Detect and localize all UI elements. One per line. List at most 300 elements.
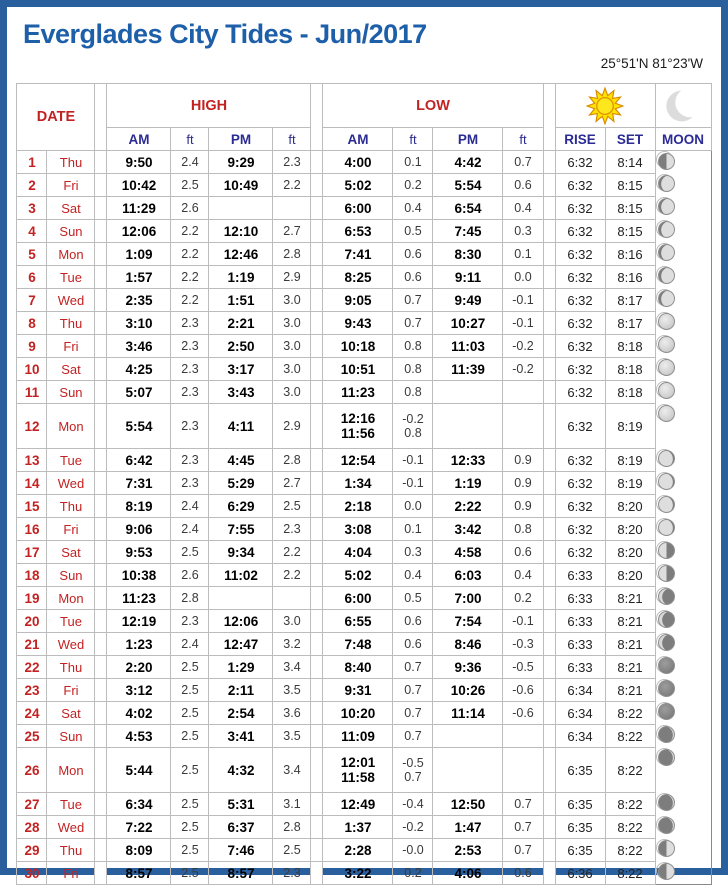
cell-sun-time: 6:35: [555, 816, 605, 839]
spacer: [543, 335, 555, 358]
cell-moon: [656, 862, 673, 879]
cell-tide-time: 9:29: [209, 151, 273, 174]
cell-tide-height: -0.3: [503, 633, 543, 656]
cell-sun-time: 6:32: [555, 358, 605, 381]
cell-sun-time: 8:21: [605, 587, 655, 610]
spacer: [543, 702, 555, 725]
spacer: [311, 839, 323, 862]
spacer: [95, 449, 107, 472]
spacer: [311, 495, 323, 518]
cell-tide-time: 6:03: [433, 564, 503, 587]
cell-sun-time: 8:17: [605, 312, 655, 335]
cell-tide-height: 2.5: [171, 793, 209, 816]
cell-sun-time: 6:33: [555, 656, 605, 679]
cell-tide-time: 1:19: [433, 472, 503, 495]
spacer: [95, 495, 107, 518]
cell-tide-height: -0.2: [503, 358, 543, 381]
cell-tide-time: 9:05: [323, 289, 393, 312]
spacer: [311, 381, 323, 404]
cell-day-number: 23: [17, 679, 47, 702]
cell-tide-time: 5:44: [107, 748, 171, 793]
table-row: [17, 289, 711, 312]
cell-day-name: Sat: [47, 541, 95, 564]
cell-tide-height: 0.2: [503, 587, 543, 610]
cell-tide-time: 6:34: [107, 793, 171, 816]
cell-tide-height: 3.0: [273, 358, 311, 381]
spacer: [311, 725, 323, 748]
table-row: [17, 381, 711, 404]
cell-tide-time: 3:17: [209, 358, 273, 381]
spacer: [95, 862, 107, 885]
cell-sun-time: 6:36: [555, 862, 605, 885]
table-row: [17, 862, 711, 885]
cell-tide-time: 2:50: [209, 335, 273, 358]
spacer: [95, 289, 107, 312]
full-moon-icon: [658, 359, 675, 376]
cell-tide-height: [503, 404, 543, 449]
cell-tide-time: 9:53: [107, 541, 171, 564]
cell-sun-time: 6:33: [555, 564, 605, 587]
cell-tide-time: 9:50: [107, 151, 171, 174]
cell-tide-height: -0.1: [503, 289, 543, 312]
table-row: [17, 725, 711, 748]
cell-moon: [656, 816, 673, 833]
cell-tide-height: 2.5: [171, 541, 209, 564]
cell-sun-time: 6:32: [555, 541, 605, 564]
spacer: [543, 587, 555, 610]
cell-tide-time: 12:50: [433, 793, 503, 816]
cell-tide-height: 3.4: [273, 656, 311, 679]
cell-moon: [656, 220, 673, 237]
cell-tide-height: 2.6: [171, 197, 209, 220]
cell-moon: [656, 197, 673, 214]
spacer: [95, 335, 107, 358]
cell-tide-time: 12:01 11:58: [323, 748, 393, 793]
waning-gibbous-moon-icon: [658, 473, 675, 490]
cell-tide-time: 9:31: [323, 679, 393, 702]
cell-tide-height: 2.3: [171, 610, 209, 633]
cell-day-name: Fri: [47, 679, 95, 702]
cell-tide-time: 1:51: [209, 289, 273, 312]
table-row: [17, 472, 711, 495]
cell-tide-time: 7:54: [433, 610, 503, 633]
spacer: [95, 541, 107, 564]
cell-tide-time: 5:02: [323, 564, 393, 587]
cell-tide-time: 12:54: [323, 449, 393, 472]
spacer: [311, 472, 323, 495]
cell-tide-time: 3:43: [209, 381, 273, 404]
cell-sun-time: 6:34: [555, 679, 605, 702]
spacer: [543, 518, 555, 541]
cell-day-number: 12: [17, 404, 47, 449]
cell-day-name: Thu: [47, 839, 95, 862]
cell-tide-height: 2.5: [171, 174, 209, 197]
cell-tide-height: 0.6: [393, 610, 433, 633]
first-quarter-moon-icon: [658, 863, 675, 880]
table-row: [17, 748, 711, 793]
cell-tide-time: 2:21: [209, 312, 273, 335]
cell-tide-height: [503, 748, 543, 793]
spacer: [311, 702, 323, 725]
table-row: [17, 404, 711, 449]
cell-day-name: Wed: [47, 289, 95, 312]
cell-moon: [656, 793, 673, 810]
spacer: [311, 243, 323, 266]
cell-tide-time: 8:46: [433, 633, 503, 656]
cell-sun-time: 6:35: [555, 748, 605, 793]
cell-tide-height: 3.0: [273, 335, 311, 358]
cell-moon: [656, 748, 673, 765]
waxing-gibbous-moon-icon: [658, 221, 675, 238]
spacer: [543, 564, 555, 587]
spacer: [311, 793, 323, 816]
cell-day-number: 18: [17, 564, 47, 587]
waxing-crescent-moon-icon: [658, 726, 675, 743]
cell-sun-time: 6:32: [555, 404, 605, 449]
cell-sun-time: 8:21: [605, 656, 655, 679]
cell-tide-time: 6:00: [323, 587, 393, 610]
cell-tide-time: 6:29: [209, 495, 273, 518]
cell-sun-time: 8:19: [605, 404, 655, 449]
cell-tide-time: 7:46: [209, 839, 273, 862]
cell-sun-time: 8:15: [605, 220, 655, 243]
cell-tide-height: -0.2: [393, 816, 433, 839]
spacer: [95, 587, 107, 610]
cell-tide-time: 11:09: [323, 725, 393, 748]
spacer: [95, 197, 107, 220]
waxing-crescent-moon-icon: [658, 794, 675, 811]
cell-tide-height: 2.5: [273, 495, 311, 518]
cell-tide-time: 2:11: [209, 679, 273, 702]
cell-tide-time: [209, 587, 273, 610]
cell-tide-height: -0.6: [503, 679, 543, 702]
cell-tide-time: 7:22: [107, 816, 171, 839]
spacer: [95, 748, 107, 793]
cell-day-number: 1: [17, 151, 47, 174]
cell-moon: [656, 541, 673, 558]
spacer: [543, 679, 555, 702]
table-row: [17, 656, 711, 679]
cell-sun-time: 6:32: [555, 197, 605, 220]
spacer: [311, 610, 323, 633]
table-row: [17, 793, 711, 816]
cell-moon: [656, 449, 673, 466]
spacer: [311, 679, 323, 702]
cell-tide-height: 0.6: [503, 541, 543, 564]
cell-sun-time: 6:32: [555, 495, 605, 518]
cell-tide-time: 10:26: [433, 679, 503, 702]
cell-tide-time: [433, 381, 503, 404]
cell-day-name: Fri: [47, 335, 95, 358]
cell-sun-time: 8:20: [605, 564, 655, 587]
cell-tide-time: 5:07: [107, 381, 171, 404]
cell-moon: [656, 472, 673, 489]
cell-sun-time: 6:35: [555, 793, 605, 816]
cell-tide-time: 11:23: [107, 587, 171, 610]
cell-moon: [656, 243, 673, 260]
cell-tide-time: 8:09: [107, 839, 171, 862]
cell-tide-height: 0.7: [503, 816, 543, 839]
cell-day-number: 20: [17, 610, 47, 633]
cell-day-name: Tue: [47, 449, 95, 472]
cell-sun-time: 8:15: [605, 174, 655, 197]
spacer: [311, 633, 323, 656]
spacer: [95, 610, 107, 633]
cell-moon: [656, 312, 673, 329]
cell-tide-height: 3.1: [273, 793, 311, 816]
cell-tide-time: 7:31: [107, 472, 171, 495]
cell-tide-time: [433, 725, 503, 748]
spacer: [95, 472, 107, 495]
cell-day-name: Thu: [47, 312, 95, 335]
cell-sun-time: 6:34: [555, 725, 605, 748]
page-content: [7, 7, 721, 881]
cell-tide-time: 12:10: [209, 220, 273, 243]
cell-day-name: Tue: [47, 610, 95, 633]
cell-sun-time: 6:32: [555, 312, 605, 335]
spacer: [543, 174, 555, 197]
cell-tide-time: 7:55: [209, 518, 273, 541]
spacer: [311, 656, 323, 679]
cell-day-name: Mon: [47, 243, 95, 266]
first-quarter-moon-icon: [658, 153, 675, 170]
cell-sun-time: 8:14: [605, 151, 655, 174]
cell-tide-height: 0.5: [393, 587, 433, 610]
cell-tide-height: 0.7: [503, 151, 543, 174]
cell-tide-time: 1:47: [433, 816, 503, 839]
header-high-pm: PM: [209, 128, 273, 151]
cell-sun-time: 8:22: [605, 748, 655, 793]
cell-tide-time: 4:02: [107, 702, 171, 725]
cell-sun-time: 8:22: [605, 816, 655, 839]
cell-tide-height: 3.0: [273, 312, 311, 335]
cell-day-number: 26: [17, 748, 47, 793]
cell-moon: [656, 266, 673, 283]
spacer: [95, 220, 107, 243]
table-row: [17, 174, 711, 197]
table-row: [17, 243, 711, 266]
cell-tide-height: -0.5: [503, 656, 543, 679]
cell-tide-height: 2.5: [171, 862, 209, 885]
spacer: [543, 312, 555, 335]
cell-tide-height: 2.4: [171, 518, 209, 541]
cell-tide-time: 1:34: [323, 472, 393, 495]
cell-tide-time: 9:36: [433, 656, 503, 679]
header-sun-cell: [555, 84, 655, 128]
cell-tide-time: 7:00: [433, 587, 503, 610]
spacer: [543, 84, 555, 151]
cell-tide-height: -0.4: [393, 793, 433, 816]
spacer: [543, 381, 555, 404]
cell-sun-time: 6:32: [555, 518, 605, 541]
cell-sun-time: 6:34: [555, 702, 605, 725]
cell-tide-time: 1:29: [209, 656, 273, 679]
cell-tide-time: 3:12: [107, 679, 171, 702]
spacer: [95, 839, 107, 862]
cell-tide-time: 2:35: [107, 289, 171, 312]
cell-day-name: Sun: [47, 220, 95, 243]
cell-tide-time: 10:42: [107, 174, 171, 197]
cell-tide-height: 0.9: [503, 449, 543, 472]
cell-tide-height: 2.5: [171, 679, 209, 702]
cell-tide-height: -0.2: [503, 335, 543, 358]
cell-tide-height: 0.8: [393, 381, 433, 404]
cell-tide-height: 0.7: [393, 289, 433, 312]
header-high-am: AM: [107, 128, 171, 151]
spacer: [311, 748, 323, 793]
spacer: [95, 725, 107, 748]
cell-tide-time: 6:00: [323, 197, 393, 220]
cell-day-number: 19: [17, 587, 47, 610]
cell-sun-time: 6:32: [555, 266, 605, 289]
cell-tide-height: 2.5: [171, 748, 209, 793]
cell-tide-time: 2:28: [323, 839, 393, 862]
cell-tide-height: 0.4: [393, 564, 433, 587]
table-row: [17, 816, 711, 839]
last-quarter-moon-icon: [658, 542, 675, 559]
cell-sun-time: 8:21: [605, 633, 655, 656]
cell-day-name: Sat: [47, 702, 95, 725]
cell-sun-time: 8:15: [605, 197, 655, 220]
waxing-crescent-moon-icon: [658, 749, 675, 766]
spacer: [311, 587, 323, 610]
new-moon-icon: [658, 680, 675, 697]
cell-tide-time: 3:22: [323, 862, 393, 885]
cell-tide-height: 2.8: [273, 816, 311, 839]
cell-tide-height: 0.4: [503, 564, 543, 587]
cell-sun-time: 6:35: [555, 839, 605, 862]
spacer: [543, 816, 555, 839]
cell-tide-time: 10:27: [433, 312, 503, 335]
cell-tide-time: 6:54: [433, 197, 503, 220]
cell-tide-height: 0.6: [393, 266, 433, 289]
header-low: LOW: [323, 84, 543, 128]
spacer: [311, 84, 323, 151]
spacer: [543, 541, 555, 564]
cell-tide-time: 10:20: [323, 702, 393, 725]
cell-sun-time: 8:18: [605, 335, 655, 358]
cell-tide-time: 8:57: [209, 862, 273, 885]
cell-day-name: Mon: [47, 748, 95, 793]
cell-sun-time: 6:33: [555, 610, 605, 633]
cell-tide-height: [273, 197, 311, 220]
cell-sun-time: 6:32: [555, 151, 605, 174]
cell-tide-height: 0.7: [393, 679, 433, 702]
spacer: [311, 266, 323, 289]
cell-tide-time: 2:53: [433, 839, 503, 862]
cell-day-number: 2: [17, 174, 47, 197]
spacer: [543, 404, 555, 449]
cell-sun-time: 8:17: [605, 289, 655, 312]
cell-day-name: Wed: [47, 633, 95, 656]
crescent-moon-icon: [657, 87, 710, 125]
cell-tide-time: 5:54: [433, 174, 503, 197]
cell-day-name: Fri: [47, 174, 95, 197]
cell-day-number: 5: [17, 243, 47, 266]
spacer: [95, 656, 107, 679]
header-high-am-ft: ft: [171, 128, 209, 151]
cell-moon: [656, 518, 673, 535]
cell-tide-time: 12:33: [433, 449, 503, 472]
cell-tide-time: 4:00: [323, 151, 393, 174]
cell-tide-height: 0.3: [393, 541, 433, 564]
cell-day-name: Sun: [47, 564, 95, 587]
header-high: HIGH: [107, 84, 311, 128]
cell-tide-height: 0.6: [503, 862, 543, 885]
cell-tide-time: 11:39: [433, 358, 503, 381]
cell-tide-time: 1:57: [107, 266, 171, 289]
cell-tide-height: 2.9: [273, 404, 311, 449]
cell-tide-time: 4:32: [209, 748, 273, 793]
spacer: [95, 816, 107, 839]
cell-tide-time: 6:42: [107, 449, 171, 472]
cell-tide-height: -0.1: [503, 610, 543, 633]
cell-tide-time: 3:42: [433, 518, 503, 541]
cell-sun-time: 8:21: [605, 679, 655, 702]
cell-moon: [656, 174, 673, 191]
cell-moon: [656, 381, 673, 398]
cell-day-name: Mon: [47, 587, 95, 610]
cell-day-name: Thu: [47, 656, 95, 679]
spacer: [95, 84, 107, 151]
cell-tide-time: 7:48: [323, 633, 393, 656]
cell-tide-height: 3.0: [273, 381, 311, 404]
cell-tide-height: -0.1: [503, 312, 543, 335]
cell-sun-time: 6:32: [555, 472, 605, 495]
cell-tide-height: 0.6: [393, 633, 433, 656]
cell-sun-time: 6:32: [555, 174, 605, 197]
spacer: [95, 793, 107, 816]
spacer: [311, 564, 323, 587]
spacer: [95, 151, 107, 174]
spacer: [543, 266, 555, 289]
cell-tide-time: 12:47: [209, 633, 273, 656]
new-moon-icon: [658, 703, 675, 720]
cell-sun-time: 8:22: [605, 793, 655, 816]
cell-tide-height: 0.7: [503, 839, 543, 862]
spacer: [543, 220, 555, 243]
cell-tide-time: 7:45: [433, 220, 503, 243]
waxing-gibbous-moon-icon: [658, 175, 675, 192]
cell-tide-height: 2.6: [171, 564, 209, 587]
table-row: [17, 633, 711, 656]
cell-tide-height: 0.2: [393, 862, 433, 885]
spacer: [543, 633, 555, 656]
cell-day-name: Wed: [47, 472, 95, 495]
cell-day-number: 28: [17, 816, 47, 839]
header-low-am-ft: ft: [393, 128, 433, 151]
cell-tide-time: 9:34: [209, 541, 273, 564]
cell-moon: [656, 839, 673, 856]
cell-tide-height: 2.2: [171, 266, 209, 289]
cell-tide-height: 2.3: [171, 312, 209, 335]
cell-tide-height: 0.7: [393, 656, 433, 679]
cell-tide-height: 0.9: [503, 495, 543, 518]
cell-tide-time: 4:58: [433, 541, 503, 564]
cell-day-number: 24: [17, 702, 47, 725]
header-moon-cell: [655, 84, 711, 128]
cell-tide-time: 11:29: [107, 197, 171, 220]
table-row: [17, 151, 711, 174]
cell-tide-time: 6:55: [323, 610, 393, 633]
header-moon: MOON: [655, 128, 711, 151]
cell-day-name: Tue: [47, 266, 95, 289]
full-moon-icon: [658, 382, 675, 399]
waning-gibbous-moon-icon: [658, 450, 675, 467]
cell-tide-height: 2.3: [273, 862, 311, 885]
cell-day-name: Wed: [47, 816, 95, 839]
cell-tide-height: -0.0: [393, 839, 433, 862]
